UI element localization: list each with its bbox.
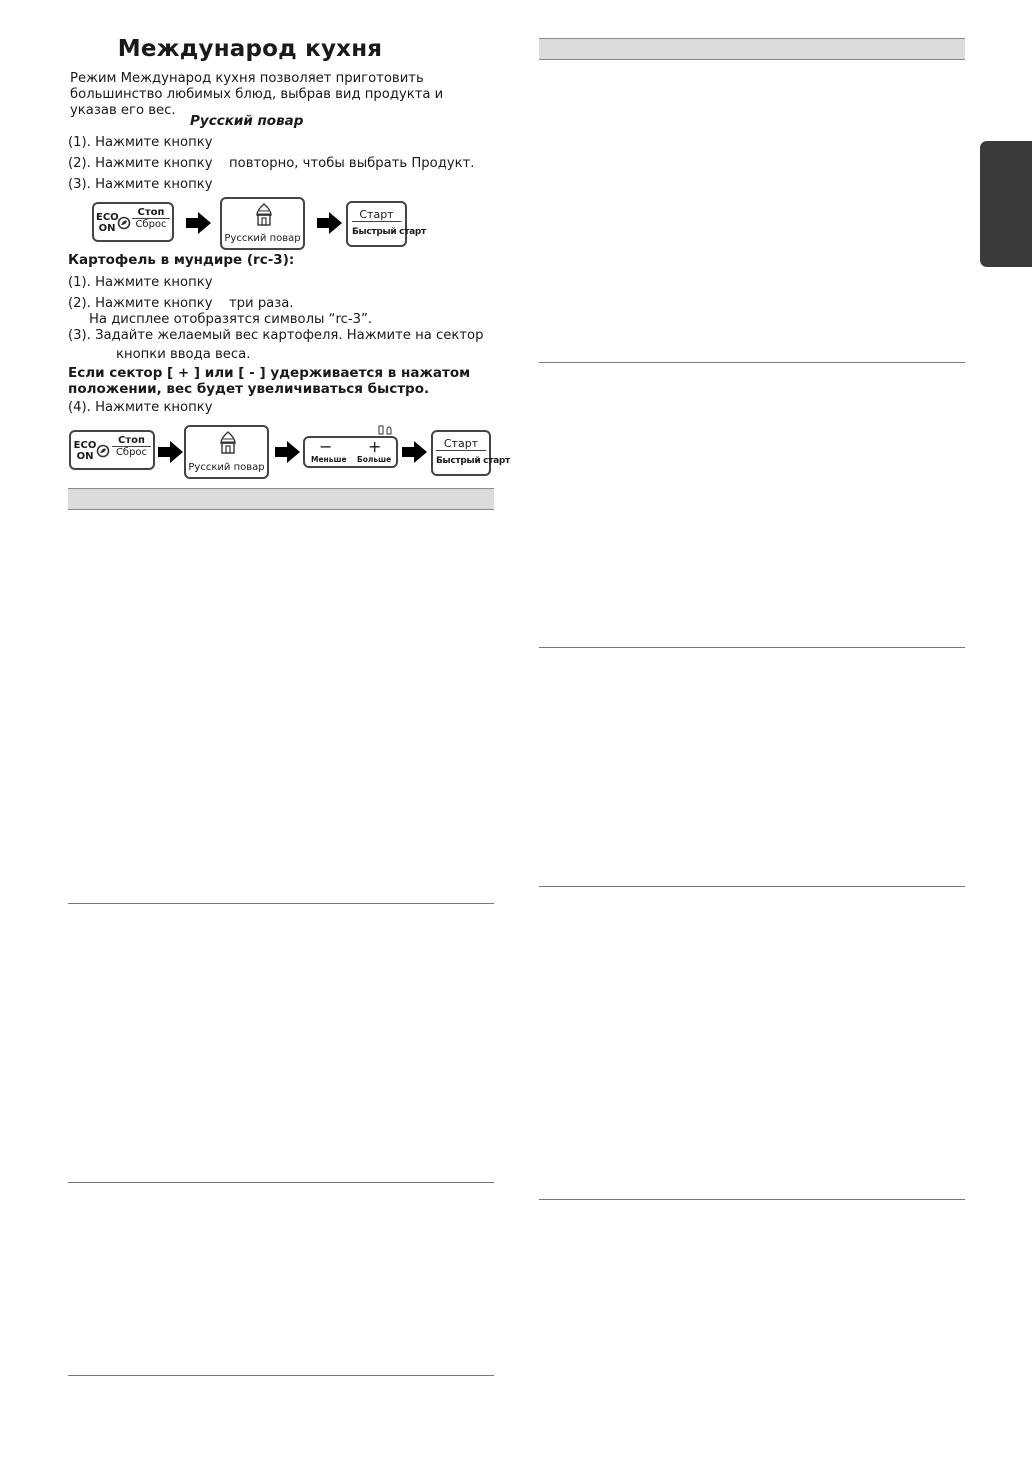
step-b4: (4). Нажмите кнопку [68, 400, 213, 415]
hold-note: Если сектор [ + ] или [ - ] удерживается в нажатом положении, вес будет увеличиваться быстро. [68, 365, 471, 397]
step-b3: (3). Задайте желаемый вес картофеля. Нажмите на сектор [68, 328, 484, 343]
step-b1: (1). Нажмите кнопку [68, 275, 213, 290]
less-label: Меньше [311, 455, 347, 464]
start-label: Старт [436, 437, 486, 451]
step-a2-tail: повторно, чтобы выбрать Продукт. [229, 156, 475, 171]
step-b2: (2). Нажмите кнопку [68, 296, 213, 311]
intro-text: Режим Международ кухня позволяет приготовить большинство любимых блюд, выбрав вид продукта и указав его вес. [70, 71, 444, 118]
stop-label: Стоп [132, 207, 170, 219]
eco-label: ECO [73, 440, 97, 451]
mode-label: Русский повар [190, 113, 304, 129]
eco-label: ECO [96, 212, 119, 223]
step-a3: (3). Нажмите кнопку [68, 177, 213, 192]
language-tab [980, 141, 1032, 267]
more-label: Больше [357, 455, 392, 464]
quick-start-label: Быстрый старт [436, 456, 510, 466]
page-title: Международ кухня [117, 36, 383, 62]
eco-leaf-icon [117, 216, 131, 230]
russian-cook-icon [218, 431, 238, 455]
start-button[interactable] [431, 430, 510, 476]
arrow-right-icon [186, 212, 212, 234]
step-a1: (1). Нажмите кнопку [68, 135, 213, 150]
minus-button[interactable]: − [319, 437, 333, 456]
plus-button[interactable]: + [368, 437, 382, 456]
start-button[interactable] [346, 201, 426, 247]
weight-buttons[interactable] [303, 436, 398, 468]
step-a2: (2). Нажмите кнопку [68, 156, 213, 171]
table-header-bar [539, 38, 965, 60]
step-b2-note: На дисплее отобразятся символы “rc-3”. [89, 312, 373, 327]
eco-stop-button[interactable] [69, 430, 155, 470]
divider [539, 1199, 965, 1200]
divider [68, 1182, 494, 1183]
russian-cook-button[interactable] [184, 425, 269, 479]
arrow-right-icon [317, 212, 343, 234]
eco-stop-button[interactable] [92, 202, 174, 242]
section-heading: Картофель в мундире (rc-3): [68, 252, 295, 268]
table-header-bar [68, 488, 494, 510]
quick-start-label: Быстрый старт [352, 227, 426, 237]
russian-cook-icon [254, 203, 274, 227]
divider [539, 647, 965, 648]
russian-cook-button[interactable] [220, 197, 305, 250]
reset-label: Сброс [135, 219, 167, 230]
divider [68, 1375, 494, 1376]
stop-label: Стоп [112, 435, 151, 447]
divider [539, 362, 965, 363]
start-label: Старт [352, 208, 401, 222]
arrow-right-icon [402, 441, 428, 463]
russian-cook-label: Русский повар [224, 233, 301, 244]
on-label: ON [98, 223, 116, 234]
step-b3-tail: кнопки ввода веса. [116, 347, 251, 362]
reset-label: Сброс [115, 447, 148, 458]
on-label: ON [76, 451, 94, 462]
weight-icon [378, 423, 394, 435]
russian-cook-label: Русский повар [188, 462, 265, 473]
eco-leaf-icon [96, 444, 110, 458]
arrow-right-icon [275, 441, 301, 463]
step-b2-tail: три раза. [229, 296, 294, 311]
divider [539, 886, 965, 887]
arrow-right-icon [158, 441, 184, 463]
divider [68, 903, 494, 904]
